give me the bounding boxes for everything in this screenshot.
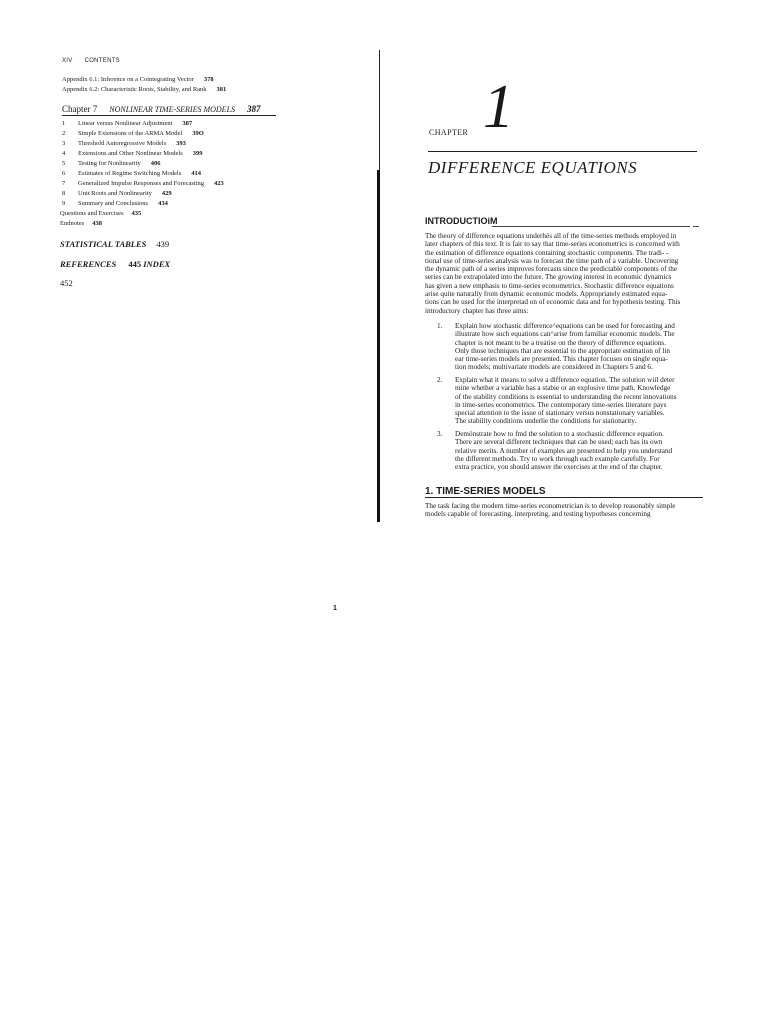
toc-entry: [62, 130, 204, 137]
appendix-entry: [62, 76, 214, 83]
toc-label: Extensions and Other Nonlinear Models: [78, 150, 183, 157]
toc-entry: [62, 140, 186, 147]
appendix-label: Appendix 6.1: Inference on a Cointegrating Vector: [62, 76, 194, 83]
toc-label: Threshold Autoregressive Models: [78, 140, 167, 147]
text-line: mine whether a variable has a stabie or an explosive time path. Knowledge: [455, 384, 671, 393]
text-line: ear time-series models are presented. This chapter focuses on single equa-: [455, 355, 668, 364]
chapter-title: DIFFERENCE EQUATIONS: [428, 158, 638, 177]
toc-page: 414: [191, 170, 202, 177]
chapter-word: CHAPTER: [429, 128, 469, 137]
heading-rule-tick: [693, 226, 699, 227]
text-line: later chapters of this text. It is fair to say that time-series econometrics is concerned with: [425, 240, 680, 249]
toc-label: Linear versus Nonlinear Adjustment: [78, 120, 173, 127]
toc-entry: [62, 190, 172, 197]
toc-num: 9: [62, 200, 66, 207]
toc-page: 393: [176, 140, 186, 147]
text-line: There are several different techniques that can be used; each has its own: [455, 438, 663, 447]
aim-text: [455, 322, 675, 372]
text-line: the different methods. Try to work through each example carefully. For: [455, 454, 660, 463]
text-line: tions can be used for the interpretad on of economic data and for hypothesis testing. This: [425, 298, 681, 307]
text-line: Explain how stochastic difference^equations can be used for forecasting and: [455, 322, 675, 330]
endnotes-entry: [60, 220, 102, 227]
text-line: The stability conditions underlie the conditions for stationarity.: [455, 417, 637, 426]
text-line: extra practice, you should answer the exercises at the end of the chapter.: [455, 463, 663, 472]
index-page: 452: [60, 278, 73, 288]
toc-page: 406: [150, 160, 161, 167]
toc-num: 7: [62, 180, 66, 187]
toc-label: Generalized Impulse Responses and Forecasting: [78, 180, 204, 187]
heading-rule: [492, 226, 690, 227]
stat-tables-page: 439: [156, 239, 170, 249]
index-label: INDEX: [143, 259, 171, 269]
toc-page: 399: [192, 150, 203, 157]
text-line: tion models; multivariate models are considered in Chapters 5 and 6.: [455, 363, 653, 372]
toc-entry: [62, 150, 202, 157]
chapter-number: 1: [483, 73, 514, 141]
toc-page: 39O: [192, 130, 204, 137]
text-line: special attention to the issue of stationary versus nonstationary variables.: [455, 409, 665, 418]
text-line: illustrate how such equations can^arise from familiar economic models. The: [455, 330, 675, 339]
text-line: the estimation of difference equations containing stochastic components. The tradi- -: [425, 248, 669, 257]
chapter-title: NONLINEAR TIME-SERIES MODELS: [109, 105, 236, 114]
toc-label: Estimates of Regime Switching Models: [78, 170, 182, 177]
aim-number: 2.: [437, 376, 443, 384]
toc-num: 1: [62, 120, 66, 127]
text-line: tional use of time-series analysis was to forecast the time path of a variable. Uncovering: [425, 256, 679, 265]
text-line: the dynamic path of a series improves forecasts since the predictable components of the: [425, 265, 678, 274]
appendix-label: Appendix 6.2: Characteristic Roots, Stability, and Rank: [62, 86, 207, 93]
chapter-rule: [428, 151, 697, 152]
references-page: 445: [128, 259, 142, 269]
aim-number: 3.: [437, 430, 443, 438]
text-line: of the stability conditions is essential to understanding the recent innovations: [455, 392, 677, 401]
questions-entry: [60, 210, 141, 217]
intro-paragraph: [425, 232, 708, 315]
text-line: arise quite naturaliy from dynamic economic models. Appropriately estimated equa-: [425, 290, 668, 299]
toc-num: 8: [62, 190, 66, 197]
chapter-label: Chapter 7: [62, 104, 98, 114]
toc-num: 6: [62, 170, 66, 177]
toc-page: 423: [214, 180, 224, 187]
references-label: REFERENCES: [60, 259, 117, 269]
extra-page: 435: [131, 210, 142, 217]
toc-num: 4: [62, 150, 66, 157]
text-line: Only those techniques that are essential to the appropriate estimation of lin: [455, 346, 670, 355]
toc-entry: [62, 170, 201, 177]
text-line: relative merits. A number of examples are presented to help you understand: [455, 446, 673, 455]
extra-label: Endnotes: [60, 220, 85, 227]
header-section: CONTENTS: [84, 58, 120, 64]
appendix-page: 378: [203, 76, 214, 83]
running-header: [62, 58, 120, 64]
toc-num: 5: [62, 160, 66, 167]
extra-label: Questions and Exercises: [60, 210, 124, 217]
text-line: Demónstrate how to fmd the solution to a stochastic difference equation.: [455, 430, 664, 438]
section-paragraph: [425, 502, 708, 519]
toc-page: 429: [161, 190, 172, 197]
stat-tables-label: STATISTICAL TABLES: [60, 239, 147, 249]
aim-number: 1.: [437, 322, 443, 330]
section-rule: [425, 497, 703, 498]
toc-entry: [62, 180, 224, 187]
toc-label: Summary and Conclusions: [78, 200, 149, 207]
toc-page: 387: [182, 120, 193, 127]
appendix-entry: [62, 86, 226, 93]
aim-text: [455, 376, 677, 426]
page-number: 1: [333, 605, 337, 612]
toc-num: 2: [62, 130, 66, 137]
text-line: Explain what it means to solve a difference equation. The solution wiil deter: [455, 376, 675, 384]
toc-page: 434: [158, 200, 168, 207]
chapter-page: 387: [247, 104, 261, 114]
chapter-7-heading: [62, 104, 276, 116]
section-heading: 1. TIME-SERIES MODELS: [425, 486, 546, 497]
text-line: The theory of difference equations underhés all of the time-series methods employed in: [425, 232, 677, 240]
aim-text: [455, 430, 672, 471]
toc-label: Simple Extensions of the ARMA Model: [78, 130, 183, 137]
toc-label: Unit Roots and Nonlinearity: [78, 190, 152, 197]
references-entry: [60, 259, 170, 269]
text-line: in time-series econometrics. The contemporary time-series literature pays: [455, 400, 667, 409]
page-divider-bar: [377, 170, 380, 522]
toc-entry: [62, 200, 168, 207]
toc-entry: [62, 120, 192, 127]
toc-num: 3: [62, 140, 66, 147]
toc-label: Testing for Nonlinearity: [78, 160, 141, 167]
introduction-heading: INTRODUCTIOiM: [425, 216, 498, 226]
text-line: The task facing the modern time-series econometrician is to develop reasonably simple: [425, 502, 676, 510]
text-line: has given a new emphasis to time-series econometrics. Stochastic difference equations: [425, 281, 674, 290]
toc-entry: [62, 160, 160, 167]
text-line: models capable of forecasting, interpreting, and testing hypotheses concerning: [425, 510, 651, 519]
appendix-page: 381: [216, 86, 227, 93]
text-line: chapter is not meant to be a treatise on the theory of difference equations.: [455, 338, 667, 347]
header-page-number: XIV: [62, 58, 73, 64]
statistical-tables-entry: [60, 239, 169, 249]
extra-page: 438: [92, 220, 102, 227]
text-line: introductory chapter has three aims:: [425, 306, 529, 315]
text-line: series can be extrapolated into the future. The growing interest in economic dynamics: [425, 273, 672, 282]
